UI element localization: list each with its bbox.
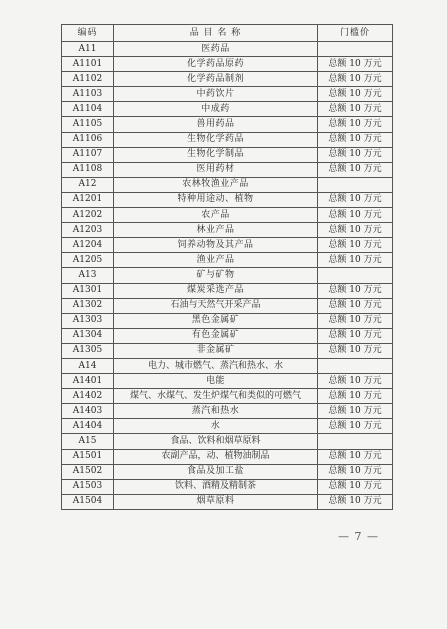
row-threshold: 总额 10 万元 xyxy=(318,389,393,404)
header-threshold: 门槛价 xyxy=(318,25,393,42)
row-item-name: 有色金属矿 xyxy=(114,328,318,343)
row-item-name: 特种用途动、植物 xyxy=(114,192,318,207)
page-number: — 7 — xyxy=(338,530,379,543)
row-item-name: 电力、城市燃气、蒸汽和热水、水 xyxy=(114,358,318,373)
row-threshold: 总额 10 万元 xyxy=(318,479,393,494)
row-code: A1303 xyxy=(62,313,114,328)
row-code: A1103 xyxy=(62,87,114,102)
row-code: A1102 xyxy=(62,72,114,87)
row-code: A1107 xyxy=(62,147,114,162)
row-item-name: 生物化学药品 xyxy=(114,132,318,147)
row-code: A1202 xyxy=(62,208,114,223)
row-threshold: 总额 10 万元 xyxy=(318,313,393,328)
table-row xyxy=(62,177,393,192)
row-threshold: 总额 10 万元 xyxy=(318,162,393,177)
row-item-name: 蒸汽和热水 xyxy=(114,404,318,419)
row-threshold: 总额 10 万元 xyxy=(318,464,393,479)
row-code: A1301 xyxy=(62,283,114,298)
header-row xyxy=(62,25,393,42)
row-threshold: 总额 10 万元 xyxy=(318,283,393,298)
row-threshold: 总额 10 万元 xyxy=(318,449,393,464)
table-body xyxy=(62,42,393,510)
row-item-name: 饲养动物及其产品 xyxy=(114,238,318,253)
table-row xyxy=(62,494,393,509)
row-code: A1501 xyxy=(62,449,114,464)
row-item-name: 兽用药品 xyxy=(114,117,318,132)
row-code: A1105 xyxy=(62,117,114,132)
row-threshold: 总额 10 万元 xyxy=(318,419,393,434)
row-code: A1203 xyxy=(62,223,114,238)
row-item-name: 食品及加工盐 xyxy=(114,464,318,479)
table-row xyxy=(62,87,393,102)
row-code: A14 xyxy=(62,358,114,373)
row-code: A1305 xyxy=(62,343,114,358)
table-row xyxy=(62,238,393,253)
row-item-name: 电能 xyxy=(114,374,318,389)
row-code: A1204 xyxy=(62,238,114,253)
table-row xyxy=(62,328,393,343)
row-item-name: 生物化学制品 xyxy=(114,147,318,162)
row-code: A1403 xyxy=(62,404,114,419)
table-row xyxy=(62,117,393,132)
table-row xyxy=(62,298,393,313)
row-threshold xyxy=(318,358,393,373)
table-row xyxy=(62,313,393,328)
header-item-name: 品 目 名 称 xyxy=(114,25,318,42)
row-code: A11 xyxy=(62,42,114,57)
table-header xyxy=(62,25,393,42)
row-threshold: 总额 10 万元 xyxy=(318,57,393,72)
row-threshold: 总额 10 万元 xyxy=(318,253,393,268)
table-row xyxy=(62,57,393,72)
table-row xyxy=(62,283,393,298)
row-item-name: 化学药品原药 xyxy=(114,57,318,72)
row-code: A12 xyxy=(62,177,114,192)
row-code: A1101 xyxy=(62,57,114,72)
row-item-name: 烟草原料 xyxy=(114,494,318,509)
table-row xyxy=(62,419,393,434)
row-code: A1404 xyxy=(62,419,114,434)
row-code: A1108 xyxy=(62,162,114,177)
table-row xyxy=(62,479,393,494)
row-threshold: 总额 10 万元 xyxy=(318,132,393,147)
row-item-name: 食品、饮料和烟草原料 xyxy=(114,434,318,449)
row-threshold xyxy=(318,177,393,192)
row-item-name: 黑色金属矿 xyxy=(114,313,318,328)
row-threshold: 总额 10 万元 xyxy=(318,117,393,132)
table-row xyxy=(62,102,393,117)
row-threshold: 总额 10 万元 xyxy=(318,147,393,162)
row-item-name: 饮料、酒精及精制茶 xyxy=(114,479,318,494)
table-row xyxy=(62,389,393,404)
table-row xyxy=(62,192,393,207)
row-threshold xyxy=(318,268,393,283)
row-threshold: 总额 10 万元 xyxy=(318,404,393,419)
row-item-name: 中成药 xyxy=(114,102,318,117)
row-code: A1402 xyxy=(62,389,114,404)
row-item-name: 林业产品 xyxy=(114,223,318,238)
header-code: 编码 xyxy=(62,25,114,42)
table-row xyxy=(62,449,393,464)
row-code: A1104 xyxy=(62,102,114,117)
table-row xyxy=(62,72,393,87)
table-row xyxy=(62,223,393,238)
row-item-name: 矿与矿物 xyxy=(114,268,318,283)
table-row xyxy=(62,343,393,358)
row-item-name: 水 xyxy=(114,419,318,434)
table-row xyxy=(62,268,393,283)
procurement-catalog-table xyxy=(61,24,393,510)
row-item-name: 中药饮片 xyxy=(114,87,318,102)
table-row xyxy=(62,374,393,389)
row-threshold: 总额 10 万元 xyxy=(318,208,393,223)
row-threshold: 总额 10 万元 xyxy=(318,494,393,509)
row-item-name: 煤气、水煤气、发生炉煤气和类似的可燃气 xyxy=(114,389,318,404)
row-code: A1201 xyxy=(62,192,114,207)
row-item-name: 农副产品，动、植物油制品 xyxy=(114,449,318,464)
row-code: A1504 xyxy=(62,494,114,509)
row-threshold: 总额 10 万元 xyxy=(318,192,393,207)
row-item-name: 煤炭采选产品 xyxy=(114,283,318,298)
table-row xyxy=(62,162,393,177)
table-row xyxy=(62,132,393,147)
table-row xyxy=(62,358,393,373)
row-threshold: 总额 10 万元 xyxy=(318,374,393,389)
row-threshold xyxy=(318,434,393,449)
table-row xyxy=(62,404,393,419)
row-threshold: 总额 10 万元 xyxy=(318,72,393,87)
row-threshold: 总额 10 万元 xyxy=(318,223,393,238)
row-item-name: 农产品 xyxy=(114,208,318,223)
row-code: A1502 xyxy=(62,464,114,479)
table-row xyxy=(62,208,393,223)
row-threshold: 总额 10 万元 xyxy=(318,343,393,358)
table-row xyxy=(62,464,393,479)
table-row xyxy=(62,434,393,449)
row-threshold: 总额 10 万元 xyxy=(318,238,393,253)
table-row xyxy=(62,147,393,162)
table-row xyxy=(62,42,393,57)
row-code: A1503 xyxy=(62,479,114,494)
row-threshold xyxy=(318,42,393,57)
row-item-name: 医药品 xyxy=(114,42,318,57)
row-code: A1205 xyxy=(62,253,114,268)
row-code: A1106 xyxy=(62,132,114,147)
row-code: A1401 xyxy=(62,374,114,389)
row-code: A15 xyxy=(62,434,114,449)
row-code: A1302 xyxy=(62,298,114,313)
row-item-name: 非金属矿 xyxy=(114,343,318,358)
row-item-name: 化学药品制剂 xyxy=(114,72,318,87)
row-item-name: 医用药材 xyxy=(114,162,318,177)
table-row xyxy=(62,253,393,268)
row-item-name: 渔业产品 xyxy=(114,253,318,268)
row-threshold: 总额 10 万元 xyxy=(318,102,393,117)
row-threshold: 总额 10 万元 xyxy=(318,87,393,102)
row-item-name: 石油与天然气开采产品 xyxy=(114,298,318,313)
row-threshold: 总额 10 万元 xyxy=(318,328,393,343)
row-code: A13 xyxy=(62,268,114,283)
row-code: A1304 xyxy=(62,328,114,343)
row-threshold: 总额 10 万元 xyxy=(318,298,393,313)
row-item-name: 农林牧渔业产品 xyxy=(114,177,318,192)
